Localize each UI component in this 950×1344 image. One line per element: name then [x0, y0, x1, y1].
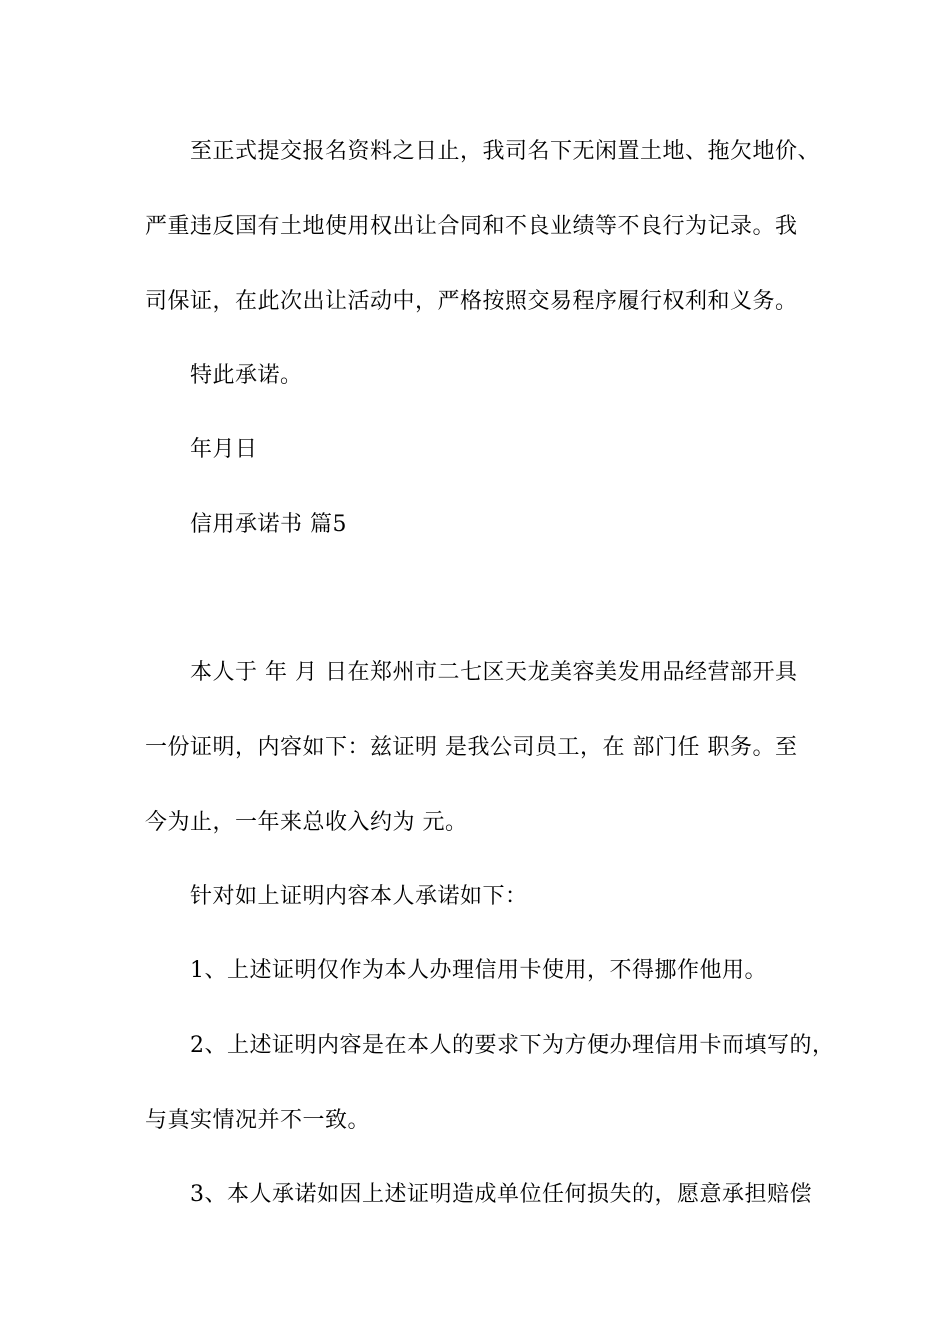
section-heading: 信用承诺书 篇5: [190, 512, 347, 537]
paragraph-line-2: 严重违反国有土地使用权出让合同和不良业绩等不良行为记录。我: [145, 214, 798, 239]
commitment-item-2-cont: 与真实情况并不一致。: [145, 1108, 371, 1133]
commitment-intro: 针对如上证明内容本人承诺如下：: [190, 884, 528, 909]
date-line: 年月日: [190, 437, 258, 462]
commitment-item-3: 3、本人承诺如因上述证明造成单位任何损失的，愿意承担赔偿: [190, 1182, 812, 1207]
paragraph-line-1: 至正式提交报名资料之日止，我司名下无闲置土地、拖欠地价、: [190, 139, 821, 164]
closing-statement: 特此承诺。: [190, 363, 303, 388]
paragraph-line-4: 本人于 年 月 日在郑州市二七区天龙美容美发用品经营部开具: [190, 660, 798, 685]
paragraph-line-5: 一份证明，内容如下：兹证明 是我公司员工，在 部门任 职务。至: [145, 735, 798, 760]
commitment-item-1: 1、上述证明仅作为本人办理信用卡使用，不得挪作他用。: [190, 958, 767, 983]
commitment-item-2: 2、上述证明内容是在本人的要求下为方便办理信用卡而填写的，: [190, 1033, 835, 1058]
paragraph-line-6: 今为止，一年来总收入约为 元。: [145, 810, 468, 835]
paragraph-line-3: 司保证，在此次出让活动中，严格按照交易程序履行权利和义务。: [145, 289, 798, 314]
